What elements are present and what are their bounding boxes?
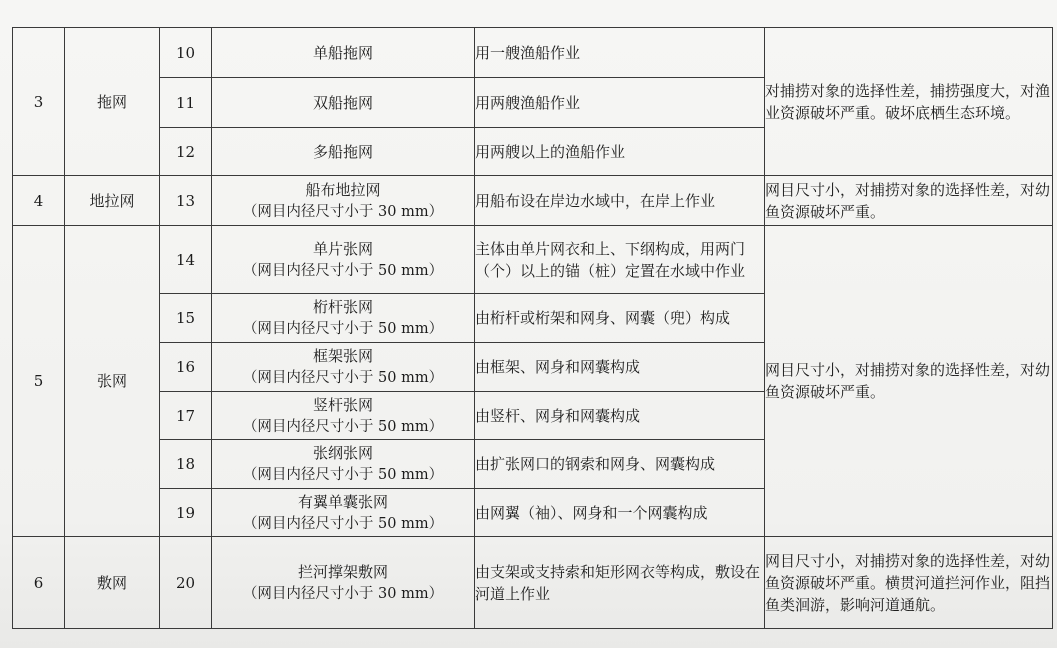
category-number: 4 <box>13 176 65 226</box>
category-name: 地拉网 <box>65 176 160 226</box>
gear-description: 由桁杆或桁架和网身、网囊（兜）构成 <box>475 294 765 343</box>
category-number: 5 <box>13 226 65 537</box>
item-number: 20 <box>160 537 212 629</box>
item-number: 19 <box>160 489 212 537</box>
impact-description: 对捕捞对象的选择性差，捕捞强度大，对渔业资源破坏严重。破坏底栖生态环境。 <box>765 28 1053 176</box>
category-name: 张网 <box>65 226 160 537</box>
item-number: 14 <box>160 226 212 294</box>
impact-description: 网目尺寸小，对捕捞对象的选择性差，对幼鱼资源破坏严重。 <box>765 226 1053 537</box>
category-number: 3 <box>13 28 65 176</box>
table-row <box>13 537 1053 629</box>
gear-name: 单片张网 （网目内径尺寸小于 50 mm） <box>212 226 475 294</box>
item-number: 17 <box>160 392 212 440</box>
gear-name: 拦河撑架敷网 （网目内径尺寸小于 30 mm） <box>212 537 475 629</box>
item-number: 18 <box>160 440 212 489</box>
gear-description: 用一艘渔船作业 <box>475 28 765 78</box>
item-number: 16 <box>160 343 212 392</box>
gear-name: 双船拖网 <box>212 78 475 128</box>
table-row <box>13 28 1053 78</box>
table-row <box>13 226 1053 294</box>
gear-name: 多船拖网 <box>212 128 475 176</box>
item-number: 15 <box>160 294 212 343</box>
impact-description: 网目尺寸小，对捕捞对象的选择性差，对幼鱼资源破坏严重。横贯河道拦河作业，阻挡鱼类洄游，影响河道通航。 <box>765 537 1053 629</box>
gear-name: 张纲张网 （网目内径尺寸小于 50 mm） <box>212 440 475 489</box>
gear-name: 桁杆张网 （网目内径尺寸小于 50 mm） <box>212 294 475 343</box>
category-number: 6 <box>13 537 65 629</box>
item-number: 10 <box>160 28 212 78</box>
table-row <box>13 176 1053 226</box>
fishing-gear-table <box>12 27 1053 629</box>
item-number: 11 <box>160 78 212 128</box>
gear-name: 框架张网 （网目内径尺寸小于 50 mm） <box>212 343 475 392</box>
gear-description: 用两艘以上的渔船作业 <box>475 128 765 176</box>
gear-description: 由扩张网口的钢索和网身、网囊构成 <box>475 440 765 489</box>
gear-description: 由竖杆、网身和网囊构成 <box>475 392 765 440</box>
category-name: 敷网 <box>65 537 160 629</box>
impact-description: 网目尺寸小，对捕捞对象的选择性差，对幼鱼资源破坏严重。 <box>765 176 1053 226</box>
gear-description: 由支架或支持索和矩形网衣等构成，敷设在河道上作业 <box>475 537 765 629</box>
gear-name: 有翼单囊张网 （网目内径尺寸小于 50 mm） <box>212 489 475 537</box>
gear-description: 用船布设在岸边水域中，在岸上作业 <box>475 176 765 226</box>
gear-name: 单船拖网 <box>212 28 475 78</box>
gear-description: 用两艘渔船作业 <box>475 78 765 128</box>
gear-description: 由框架、网身和网囊构成 <box>475 343 765 392</box>
item-number: 13 <box>160 176 212 226</box>
gear-description: 由网翼（袖）、网身和一个网囊构成 <box>475 489 765 537</box>
gear-name: 船布地拉网 （网目内径尺寸小于 30 mm） <box>212 176 475 226</box>
category-name: 拖网 <box>65 28 160 176</box>
gear-description: 主体由单片网衣和上、下纲构成，用两门（个）以上的锚（桩）定置在水域中作业 <box>475 226 765 294</box>
item-number: 12 <box>160 128 212 176</box>
gear-name: 竖杆张网 （网目内径尺寸小于 50 mm） <box>212 392 475 440</box>
